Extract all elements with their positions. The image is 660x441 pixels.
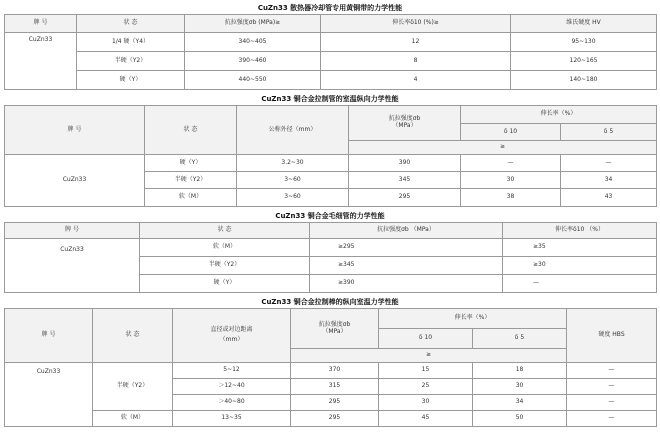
table4-grade-cell: CuZn33: [5, 363, 93, 427]
table1-header-elong: 伸长率δ10 (%)≥: [321, 15, 511, 33]
table4-header-elong: 伸长率（%）: [379, 309, 567, 329]
table2-cell: 软（M）: [145, 189, 237, 207]
table2-cell: 30: [461, 172, 561, 189]
table2-header-dia: 公称外径（mm）: [237, 106, 349, 155]
table4-cell: 295: [291, 395, 379, 411]
table2-title: CuZn33 铜合金拉制管的室温纵向力学性能: [261, 95, 399, 103]
table1-header-grade: 牌 号: [5, 15, 77, 33]
table4-cell: 13~35: [173, 411, 291, 427]
table2-cell: 硬（Y）: [145, 155, 237, 172]
table4-cell: 软（M）: [93, 411, 173, 427]
table3-header-tensile: 抗拉强度σb （MPa）: [310, 223, 503, 239]
table4-header-tensile-label: 抗拉强度σb: [318, 320, 351, 328]
table1-cell: 95~130: [511, 33, 657, 52]
table3-cell: ≥30: [503, 257, 657, 275]
table3-header-elong: 伸长率δ10 （%）: [503, 223, 657, 239]
table1-grade-cell: CuZn33: [5, 33, 77, 90]
table3-header-grade: 牌 号: [5, 223, 140, 239]
table1-cell: 120~165: [511, 52, 657, 71]
table4-header-dia-unit: （mm）: [219, 336, 244, 343]
table2-header-tensile-label: 抗拉强度σb: [388, 115, 421, 123]
table3-cell: ≥295: [310, 239, 503, 257]
table2-header-d10: δ 10: [461, 124, 561, 141]
table1-cell: 硬（Y）: [77, 71, 185, 90]
table4-cell: 25: [379, 379, 473, 395]
table4-header-dia-label: 直径或对边距离: [210, 326, 253, 334]
table2-cell: 345: [349, 172, 461, 189]
table1-cell: 390~460: [185, 52, 321, 71]
table4-header-d5: δ 5: [473, 329, 567, 349]
table2-header-tensile-unit: （MPa）: [392, 122, 417, 129]
table4-cell: 30: [473, 379, 567, 395]
table4-cell: 34: [473, 395, 567, 411]
table2-cell: 3~60: [237, 189, 349, 207]
table4-header-tensile-unit: （MPa）: [322, 327, 347, 335]
table4-header-grade: 牌 号: [5, 309, 93, 363]
table2-cell: 3~60: [237, 172, 349, 189]
table4-cell: —: [567, 379, 657, 395]
table2-header-ge: ≥: [349, 141, 657, 155]
table1-title: CuZn33 散热器冷却管专用黄铜带的力学性能: [257, 4, 403, 12]
table4-cell: 30: [379, 395, 473, 411]
table4-header-state: 状 态: [93, 309, 173, 363]
table1-header-hv: 维氏硬度 HV: [511, 15, 657, 33]
table4-cell: 315: [291, 379, 379, 395]
table1-cell: 4: [321, 71, 511, 90]
table4-cell: 295: [291, 411, 379, 427]
table2-cell: 38: [461, 189, 561, 207]
table3-cell: ≥35: [503, 239, 657, 257]
table4-cell: ＞40~80: [173, 395, 291, 411]
table1-cell: 340~405: [185, 33, 321, 52]
table4-header-ge: ≥: [291, 349, 567, 363]
table2-header-grade: 牌 号: [5, 106, 145, 155]
table4-cell: —: [567, 363, 657, 379]
table1-cell: 12: [321, 33, 511, 52]
table3-cell: 软（M）: [140, 239, 310, 257]
table2-header-d5: δ 5: [561, 124, 657, 141]
table1-header-tensile: 抗拉强度σb (MPa)≥: [185, 15, 321, 33]
table3-cell: 硬（Y）: [140, 275, 310, 293]
table4-cell: 5~12: [173, 363, 291, 379]
table4: [4, 308, 657, 427]
table2-cell: —: [561, 155, 657, 172]
table2: [4, 105, 657, 207]
table2-cell: 3.2~30: [237, 155, 349, 172]
table3-grade-cell: CuZn33: [5, 239, 140, 293]
table4-header-dia: [173, 309, 291, 363]
table4-header-tensile: [291, 309, 379, 349]
table4-cell: 15: [379, 363, 473, 379]
table4-title: CuZn33 铜合金拉制棒的纵向室温力学性能: [261, 298, 399, 306]
table3-header-state: 状 态: [140, 223, 310, 239]
table2-cell: 295: [349, 189, 461, 207]
table3: [4, 222, 657, 293]
table4-cell: ＞12~40: [173, 379, 291, 395]
table3-cell: 半硬（Y2）: [140, 257, 310, 275]
table1: [4, 14, 657, 90]
table3-cell: —: [503, 275, 657, 293]
table2-cell: —: [461, 155, 561, 172]
table2-header-state: 状 态: [145, 106, 237, 155]
table4-cell: 45: [379, 411, 473, 427]
table4-cell: 370: [291, 363, 379, 379]
table2-cell: 43: [561, 189, 657, 207]
table2-header-tensile: [349, 106, 461, 141]
table3-cell: ≥345: [310, 257, 503, 275]
table4-cell: —: [567, 395, 657, 411]
table1-cell: 1/4 硬（Y4）: [77, 33, 185, 52]
table4-header-hbs: 硬度 HBS: [567, 309, 657, 363]
table1-cell: 140~180: [511, 71, 657, 90]
table1-cell: 8: [321, 52, 511, 71]
table3-cell: ≥390: [310, 275, 503, 293]
table4-state-cell: 半硬（Y2）: [93, 363, 173, 411]
table2-header-elong: 伸长率（%）: [461, 106, 657, 124]
table4-cell: 18: [473, 363, 567, 379]
table2-cell: 34: [561, 172, 657, 189]
table4-cell: 50: [473, 411, 567, 427]
table2-cell: 半硬（Y2）: [145, 172, 237, 189]
table1-cell: 半硬（Y2）: [77, 52, 185, 71]
table2-grade-cell: CuZn33: [5, 155, 145, 207]
table2-cell: 390: [349, 155, 461, 172]
table3-title: CuZn33 铜合金毛细管的力学性能: [275, 212, 385, 220]
table1-header-state: 状 态: [77, 15, 185, 33]
table1-cell: 440~550: [185, 71, 321, 90]
table4-cell: —: [567, 411, 657, 427]
table4-header-d10: δ 10: [379, 329, 473, 349]
